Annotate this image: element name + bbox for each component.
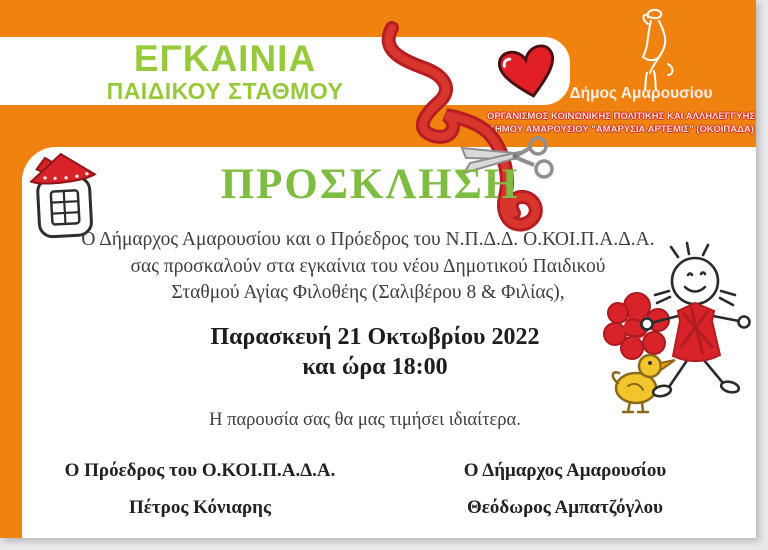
organization-line2: ΔΗΜΟΥ ΑΜΑΡΟΥΣΙΟΥ "ΑΜΑΡΥΣΙΑ ΑΡΤΕΜΙΣ" (ΟΚΟΙΠΑΔΑ) [488,124,754,135]
organization-line1: ΟΡΓΑΝΙΣΜΟΣ ΚΟΙΝΩΝΙΚΗΣ ΠΟΛΙΤΙΚΗΣ ΚΑΙ ΑΛΛΗΛΕΓΓΥΗΣ [486,111,756,122]
municipality-name: Δήμος Αμαρουσίου [569,85,713,102]
invitation-body [68,227,668,307]
signature-left-title: Ο Πρόεδρος του Ο.ΚΟΙ.Π.Α.Δ.Α. [64,460,336,481]
date-line2: και ώρα 18:00 [302,354,448,380]
banner-subtitle: ΠΑΙΔΙΚΟΥ ΣΤΑΘΜΟΥ [106,78,344,104]
closing-line: Η παρουσία σας θα μας τιμήσει ιδιαίτερα. [209,410,521,430]
invitation-heading: ΠΡΟΣΚΛΗΣΗ [220,161,520,208]
event-date [75,322,675,382]
girl-drawing-icon [633,243,763,413]
body-line2: σας προσκαλούν στα εγκαίνια του νέου Δημοτικού Παιδικού [130,255,606,277]
body-line3: Σταθμού Αγίας Φιλοθέης (Σαλιβέρου 8 & Φιλίας), [171,282,565,303]
signature-left-name: Πέτρος Κόνιαρης [129,497,271,518]
signature-right-name: Θεόδωρος Αμπατζόγλου [466,497,664,518]
banner-title: ΕΓΚΑΙΝΙΑ [133,38,317,79]
date-line1: Παρασκευή 21 Οκτωβρίου 2022 [210,324,540,350]
signature-right-title: Ο Δήμαρχος Αμαρουσίου [463,460,667,481]
body-line1: Ο Δήμαρχος Αμαρουσίου και ο Πρόεδρος του Ν.Π.Δ.Δ. Ο.ΚΟΙ.Π.Α.Δ.Α. [81,229,655,250]
